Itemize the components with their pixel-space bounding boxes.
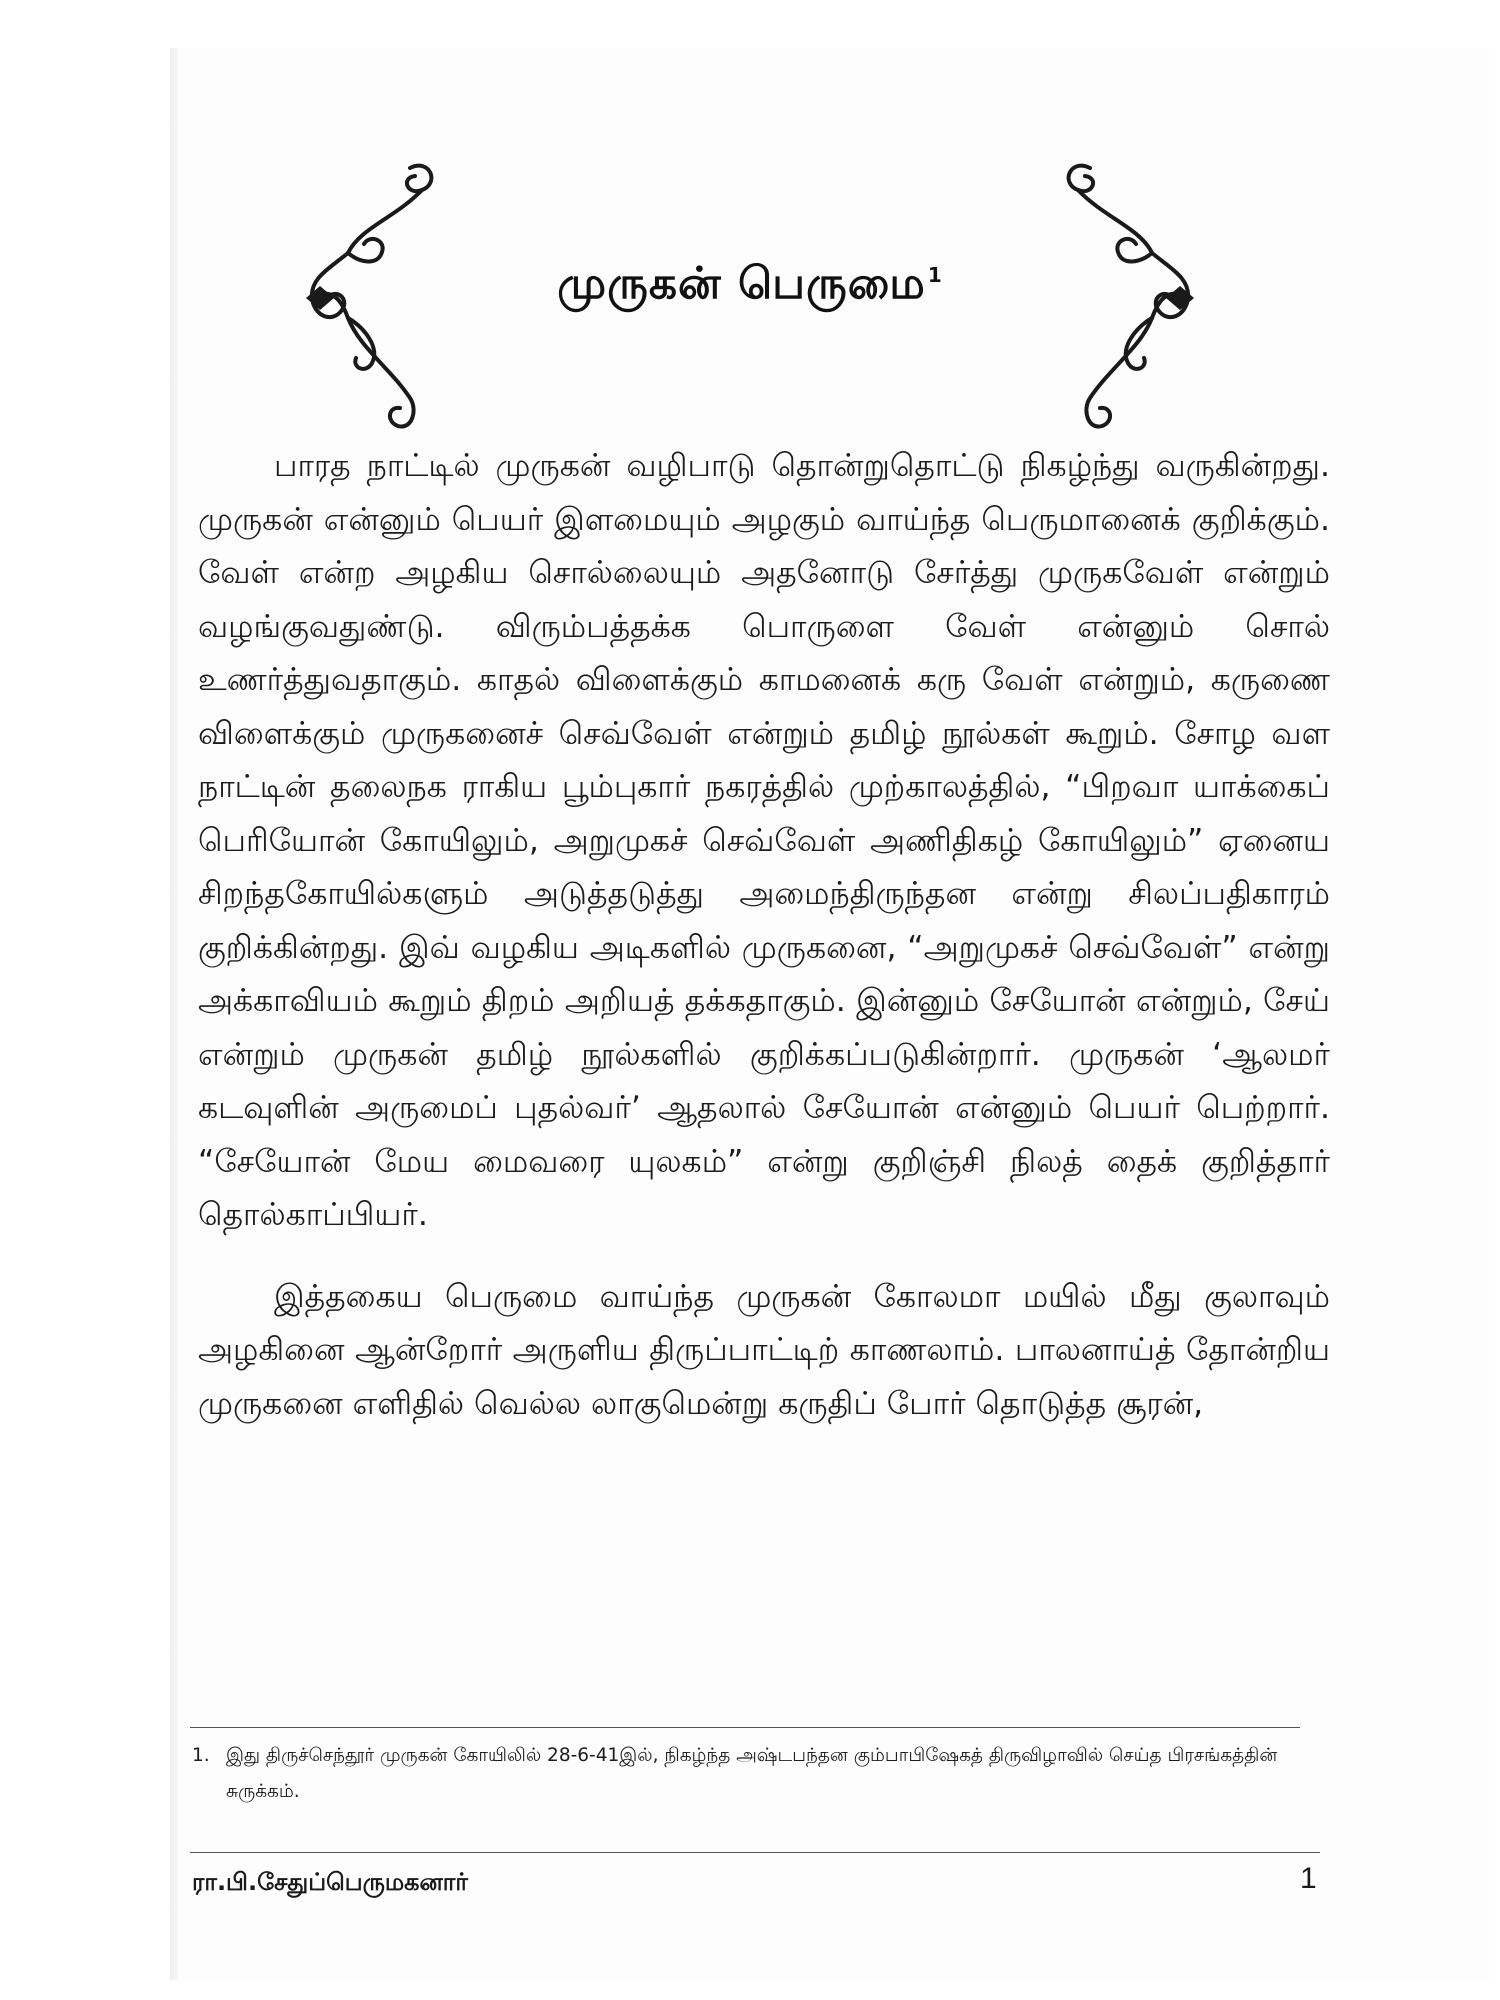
- footnote: [192, 1738, 1312, 1810]
- footnote-text: இது திருச்செந்தூர் முருகன் கோயிலில் 28-6-41இல், நிகழ்ந்த அஷ்டபந்தன கும்பாபிஷேகத் திருவிழாவில் செய்த பிரசங்கத்தின் சுருக்கம்.: [226, 1745, 1278, 1802]
- body-text: [198, 440, 1330, 1459]
- paragraph-2: இத்தகைய பெருமை வாய்ந்த முருகன் கோலமா மயில் மீது குலாவும் அழகினை ஆன்றோர் அருளிய திருப்பாட்டிற் காணலாம். பாலனாய்த் தோன்றிய முருகனை எளிதில் வெல்ல லாகுமென்று கருதிப் போர் தொடுத்த சூரன்,: [198, 1278, 1330, 1422]
- footer-author: ரா.பி.சேதுப்பெருமகனார்: [192, 1868, 468, 1896]
- page-number: 1: [1300, 1862, 1317, 1895]
- footnote-number: 1.: [192, 1745, 210, 1766]
- paragraph-1: பாரத நாட்டில் முருகன் வழிபாடு தொன்றுதொட்டு நிகழ்ந்து வருகின்றது. முருகன் என்னும் பெயர் இளமையும் அழகும் வாய்ந்த பெருமானைக் குறிக்கும். வேள் என்ற அழகிய சொல்லையும் அதனோடு சேர்த்து முருகவேள் என்றும் வழங்குவதுண்டு. விரும்பத்தக்க பொருளை வேள் என்னும் சொல் உணர்த்துவதாகும். காதல் விளைக்கும் காமனைக் கரு வேள் என்றும், கருணை விளைக்கும் முருகனைச் செவ்வேள் என்றும் தமிழ் நூல்கள் கூறும். சோழ வள நாட்டின் தலைநக ராகிய பூம்புகார் நகரத்தில் முற்காலத்தில், “பிறவா யாக்கைப் பெரியோன் கோயிலும், அறுமுகச் செவ்வேள் அணிதிகழ் கோயிலும்” ஏனைய சிறந்தகோயில்களும் அடுத்தடுத்து அமைந்திருந்தன என்று சிலப்பதிகாரம் குறிக்கின்றது. இவ் வழகிய அடிகளில் முருகனை, “அறுமுகச் செவ்வேள்” என்று அக்காவியம் கூறும் திறம் அறியத் தக்கதாகும். இன்னும் சேயோன் என்றும், சேய் என்றும் முருகன் தமிழ் நூல்களில் குறிக்கப்படுகின்றார். முருகன் ‘ஆலமர் கடவுளின் அருமைப் புதல்வர்’ ஆதலால் சேயோன் என்னும் பெயர் பெற்றார். “சேயோன் மேய மைவரை யுலகம்” என்று குறிஞ்சி நிலத் தைக் குறித்தார் தொல்காப்பியர்.: [198, 448, 1330, 1233]
- footnote-divider: [190, 1727, 1300, 1728]
- chapter-heading: [300, 148, 1200, 438]
- footnote-marker: 1: [927, 263, 943, 288]
- left-scroll-ornament-icon: [300, 148, 460, 438]
- footer-divider: [190, 1852, 1320, 1853]
- right-scroll-ornament-icon: [1040, 148, 1200, 438]
- chapter-title: முருகன் பெருமை $^1$: [557, 258, 943, 309]
